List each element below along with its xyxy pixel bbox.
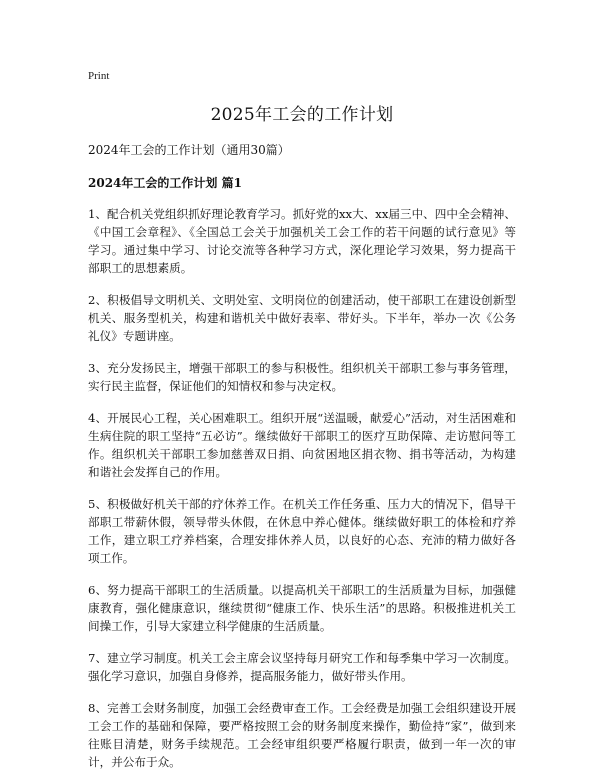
- paragraph-6: 6、努力提高干部职工的生活质量。以提高机关干部职工的生活质量为目标，加强健康教育，强化健康意识，继续贯彻“健康工作、快乐生活”的思路。积极推进机关工间操工作，引导大家建立科学健康的生活质量。: [88, 583, 516, 633]
- section-heading: 2024年工会的工作计划 篇1: [88, 176, 242, 190]
- paragraph-1: 1、配合机关党组织抓好理论教育学习。抓好党的xx大、xx届三中、四中全会精神、《中国工会章程》、《全国总工会关于加强机关工会工作的若干问题的试行意见》等学习。通过集中学习、讨论交流等各种学习方式，深化理论学习效果，努力提高干部职工的思想素质。: [88, 207, 516, 275]
- paragraph-4: 4、开展民心工程，关心困难职工。组织开展“送温暖，献爱心”活动，对生活困难和生病住院的职工坚持“五必访”。继续做好干部职工的医疗互助保障、走访慰问等工作。组织机关干部职工参加慈善双日捐、向贫困地区捐衣物、捐书等活动，为构建和谐社会发挥自己的作用。: [88, 411, 516, 479]
- paragraph-list: [88, 205, 516, 771]
- paragraph-5: 5、积极做好机关干部的疗休养工作。在机关工作任务重、压力大的情况下，倡导干部职工带薪休假，领导带头休假，在休息中养心健体。继续做好职工的体检和疗养工作，建立职工疗养档案，合理安排休养人员，以良好的心态、充沛的精力做好各项工作。: [88, 497, 516, 565]
- document-subtitle: 2024年工会的工作计划（通用30篇）: [88, 143, 290, 157]
- paragraph-7: 7、建立学习制度。机关工会主席会议坚持每月研究工作和每季集中学习一次制度。强化学习意识，加强自身修养，提高服务能力，做好带头作用。: [88, 651, 516, 683]
- paragraph-2: 2、积极倡导文明机关、文明处室、文明岗位的创建活动，使干部职工在建设创新型机关、服务型机关，构建和谐机关中做好表率、带好头。下半年，举办一次《公务礼仪》专题讲座。: [88, 293, 516, 343]
- paragraph-8: 8、完善工会财务制度，加强工会经费审查工作。工会经费是加强工会组织建设开展工会工作的基础和保障，要严格按照工会的财务制度来操作，勤俭持“家”，做到来往账目清楚，财务手续规范。工会经审组织要严格履行职责，做到一年一次的审计，并公布于众。: [88, 701, 516, 769]
- print-link[interactable]: Print: [88, 70, 110, 82]
- paragraph-3: 3、充分发扬民主，增强干部职工的参与积极性。组织机关干部职工参与事务管理，实行民主监督，保证他们的知情权和参与决定权。: [88, 361, 516, 393]
- page-title: 2025年工会的工作计划: [210, 105, 394, 125]
